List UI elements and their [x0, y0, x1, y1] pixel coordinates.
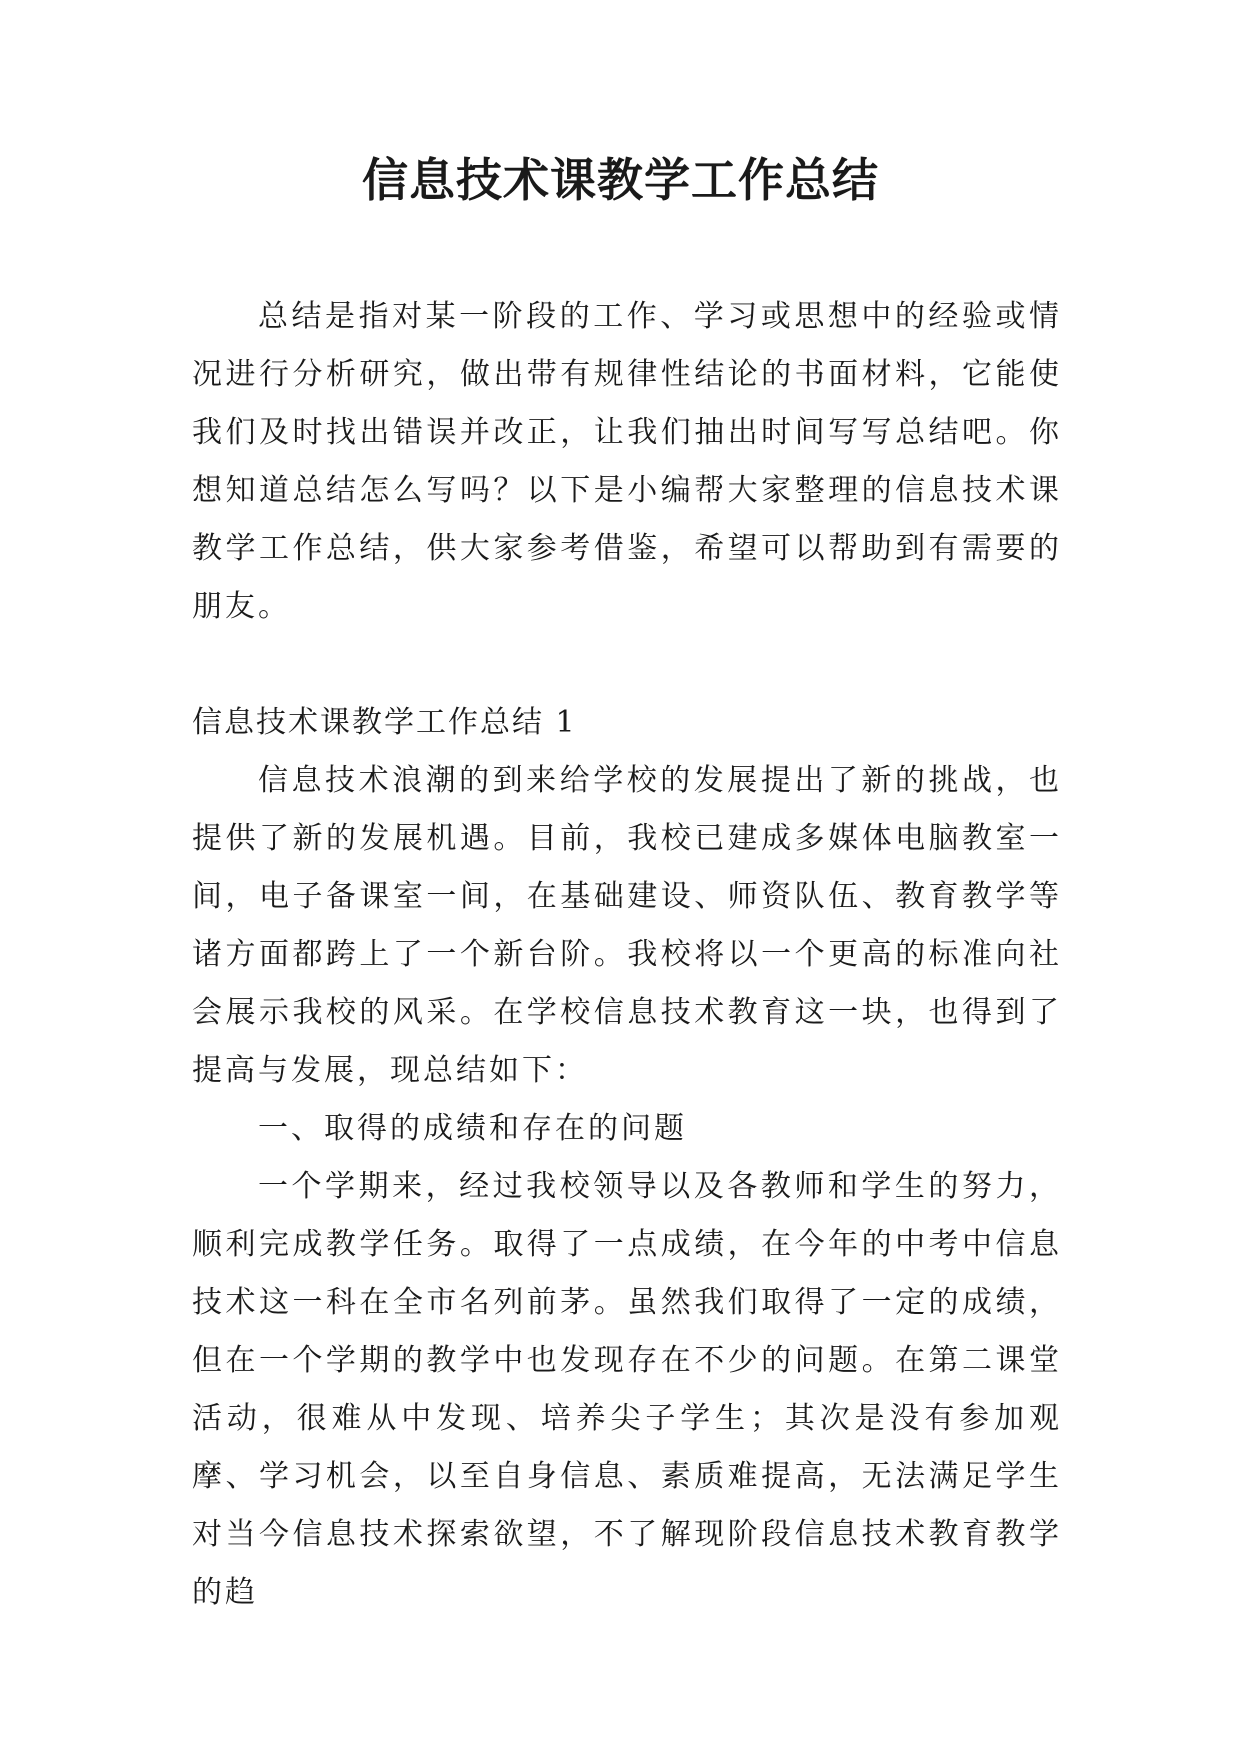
body-paragraph: 一个学期来，经过我校领导以及各教师和学生的努力，顺利完成教学任务。取得了一点成绩，在今年的中考中信息技术这一科在全市名列前茅。虽然我们取得了一定的成绩，但在一个学期的教学中也发现存在不少的问题。在第二课堂活动，很难从中发现、培养尖子学生；其次是没有参加观摩、学习机会，以至自身信息、素质难提高，无法满足学生对当今信息技术探索欲望，不了解现阶段信息技术教育教学的趋 — [192, 1169, 1062, 1610]
intro-section — [192, 288, 1062, 636]
intro-paragraph: 总结是指对某一阶段的工作、学习或思想中的经验或情况进行分析研究，做出带有规律性结论的书面材料，它能使我们及时找出错误并改正，让我们抽出时间写写总结吧。你想知道总结怎么写吗？以下是小编帮大家整理的信息技术课教学工作总结，供大家参考借鉴，希望可以帮助到有需要的朋友。 — [192, 299, 1062, 624]
document-title: 信息技术课教学工作总结 — [362, 153, 879, 207]
section-1 — [192, 694, 1062, 1622]
subheading: 一、取得的成绩和存在的问题 — [258, 1111, 687, 1146]
section-heading: 信息技术课教学工作总结 1 — [192, 705, 577, 740]
body-paragraph: 信息技术浪潮的到来给学校的发展提出了新的挑战，也提供了新的发展机遇。目前，我校已建成多媒体电脑教室一间，电子备课室一间，在基础建设、师资队伍、教育教学等诸方面都跨上了一个新台阶。我校将以一个更高的标准向社会展示我校的风采。在学校信息技术教育这一块，也得到了提高与发展，现总结如下： — [192, 763, 1062, 1088]
